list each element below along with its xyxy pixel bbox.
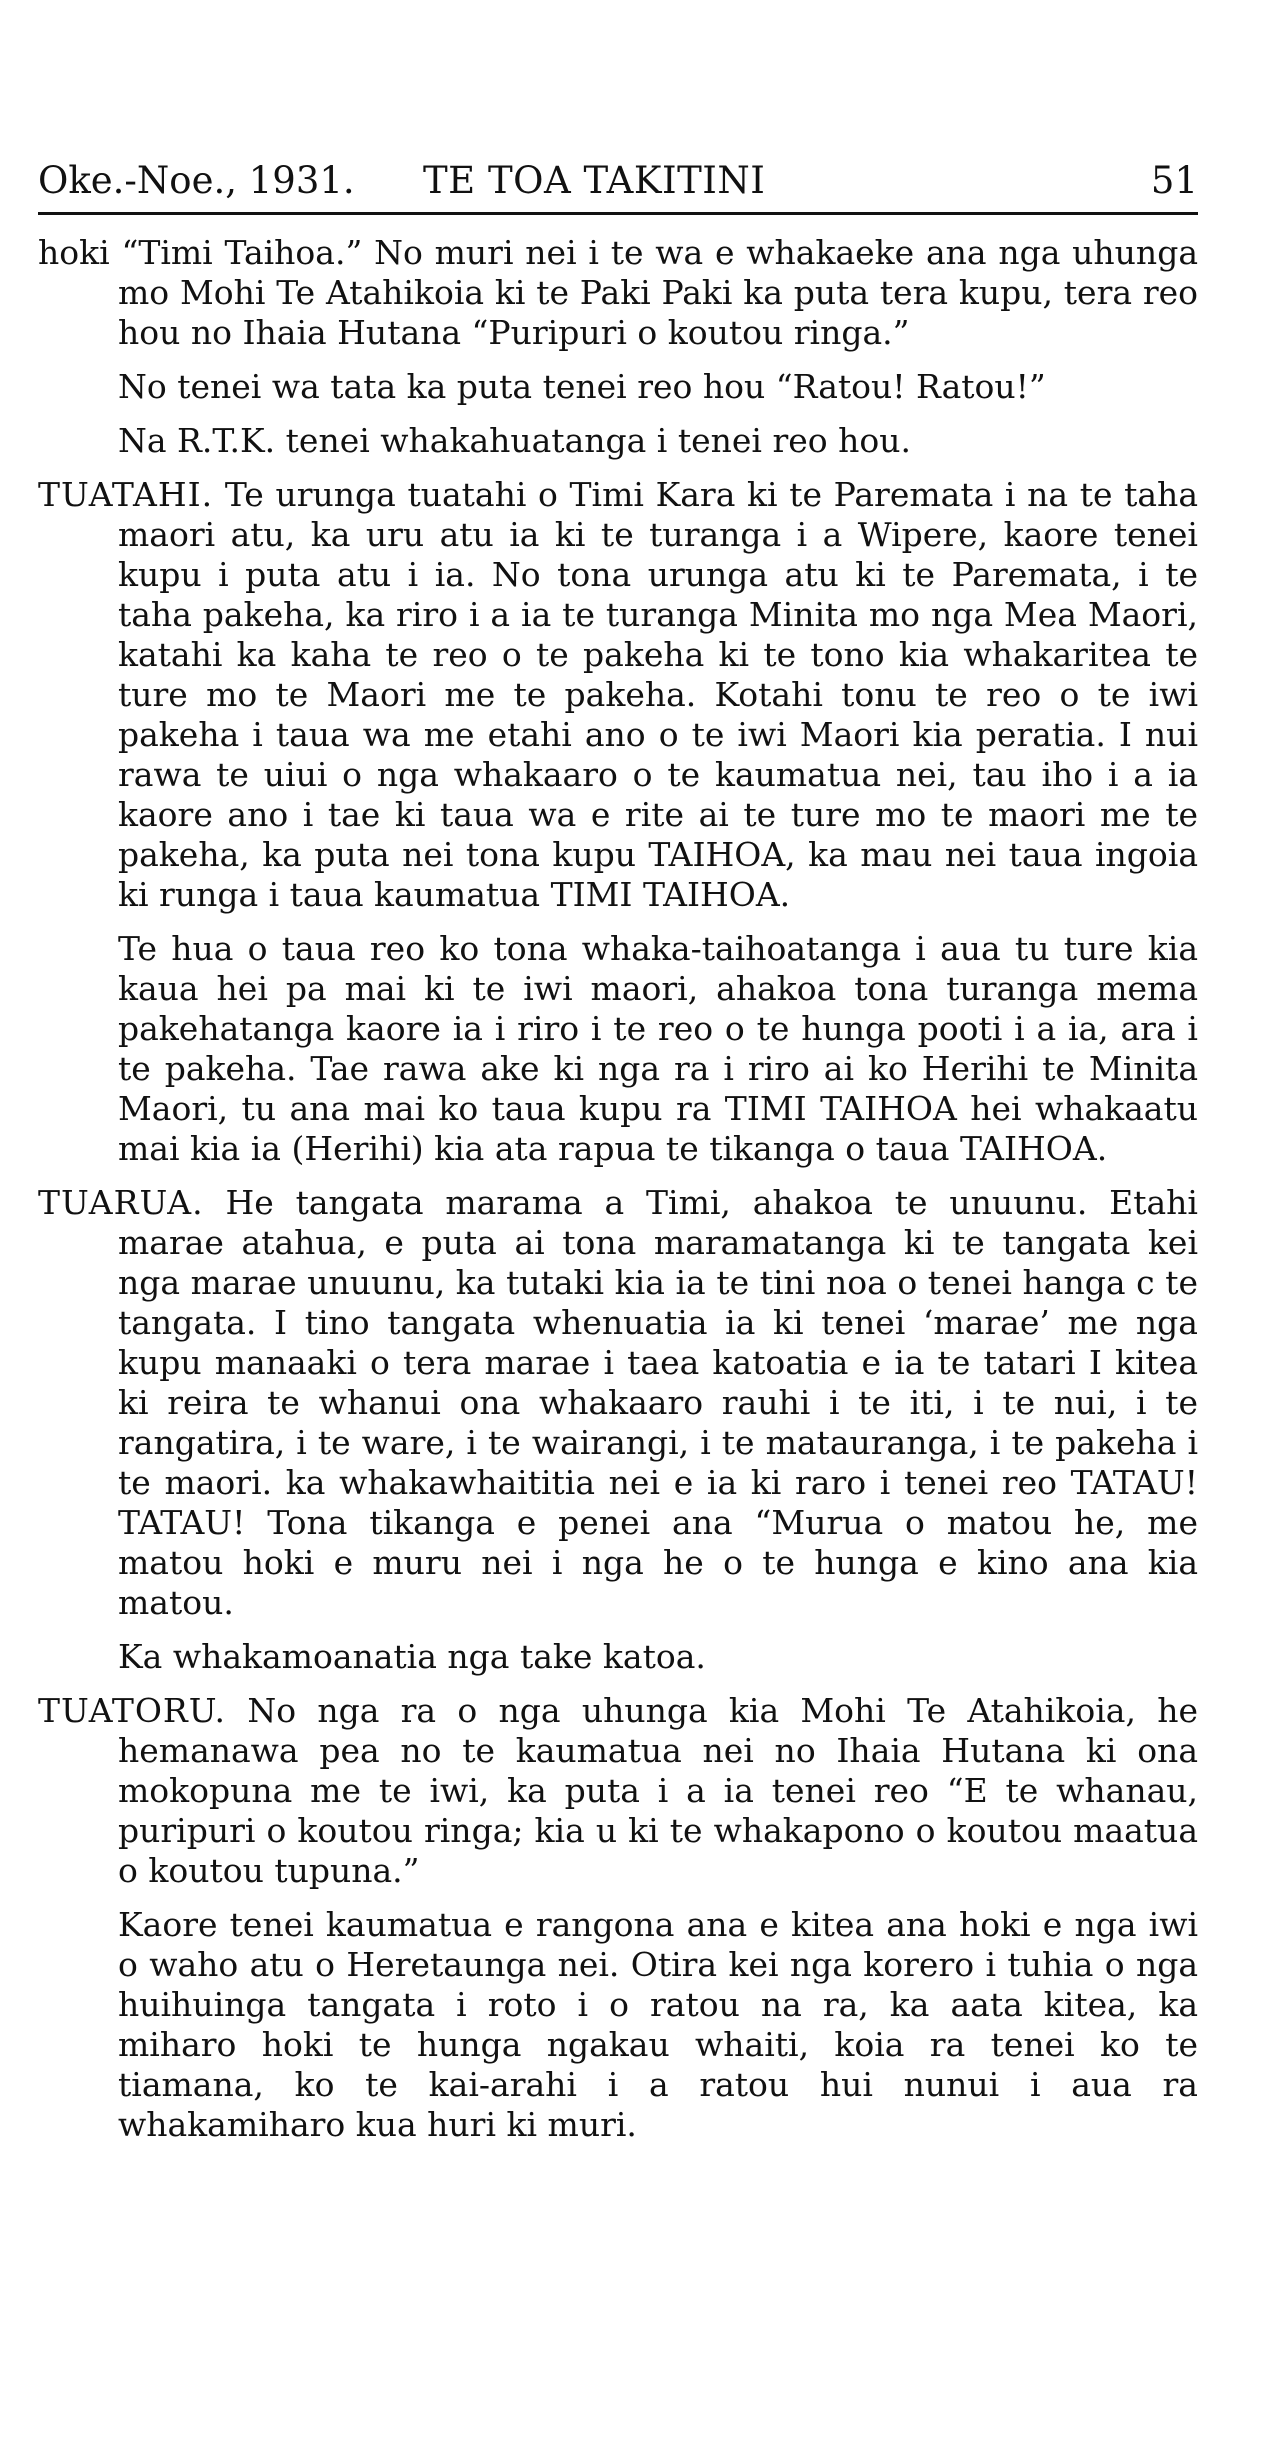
document-page	[38, 150, 1198, 2159]
paragraph: Te hua o taua reo ko tona whaka-taihoatanga i aua tu ture kia kaua hei pa mai ki te iwi maori, ahakoa tona turanga mema pakehatanga kaore ia i riro i te reo o te hunga pooti i a ia, ara i te pakeha. Tae rawa ake ki nga ra i riro ai ko Herihi te Minita Maori, tu ana mai ko taua kupu ra TIMI TAIHOA hei whakaatu mai kia ia (Herihi) kia ata rapua te tikanga o taua TAIHOA.	[118, 929, 1198, 1168]
section-paragraph	[38, 475, 1198, 915]
section-tuatahi	[38, 475, 1198, 1169]
paragraph: Ka whakamoanatia nga take katoa.	[118, 1637, 706, 1676]
header-date: Oke.-Noe., 1931.	[38, 159, 355, 202]
paragraph: Kaore tenei kaumatua e rangona ana e kitea ana hoki e nga iwi o waho atu o Heretaunga nei. Otira kei nga korero i tuhia o nga huihuinga tangata i roto i o ratou na ra, ka aata kitea, ka miharo hoki te hunga ngakau whaiti, koia ra tenei ko te tiamana, ko te kai-arahi i a ratou hui nunui i aua ra whakamiharo kua huri ki muri.	[118, 1905, 1198, 2144]
section-heading: TUATORU.	[38, 1691, 227, 1730]
paragraph: No tenei wa tata ka puta tenei reo hou “Ratou! Ratou!”	[118, 367, 1046, 406]
section-text: Te urunga tuatahi o Timi Kara ki te Paremata i na te taha maori atu, ka uru atu ia ki te turanga i a Wipere, kaore tenei kupu i puta atu i ia. No tona urunga atu ki te Paremata, i te taha pakeha, ka riro i a ia te turanga Minita mo nga Mea Maori, katahi ka kaha te reo o te pakeha ki te tono kia whakaritea te ture mo te Maori me te pakeha. Kotahi tonu te reo o te iwi pakeha i taua wa me etahi ano o te iwi Maori kia peratia. I nui rawa te uiui o nga whakaaro o te kaumatua nei, tau iho i a ia kaore ano i tae ki taua wa e rite ai te ture mo te maori me te pakeha, ka puta nei tona kupu TAIHOA, ka mau nei taua ingoia ki runga i taua kaumatua TIMI TAIHOA.	[118, 475, 1198, 914]
section-tuarua	[38, 1183, 1198, 1677]
header-title: TE TOA TAKITINI	[423, 159, 766, 202]
document-body	[38, 233, 1198, 2145]
section-paragraph	[38, 1183, 1198, 1623]
section-text: He tangata marama a Timi, ahakoa te unuunu. Etahi marae atahua, e puta ai tona maramatanga ki te tangata kei nga marae unuunu, ka tutaki kia ia te tini noa o tenei hanga c te tangata. I tino tangata whenuatia ia ki tenei ‘marae’ me nga kupu manaaki o tera marae i taea katoatia e ia te tatari I kitea ki reira te whanui ona whakaaro rauhi i te iti, i te nui, i te rangatira, i te ware, i te wairangi, i te matauranga, i te pakeha i te maori. ka whakawhaititia nei e ia ki raro i tenei reo TATAU! TATAU! Tona tikanga e penei ana “Murua o matou he, me matou hoki e muru nei i nga he o te hunga e kino ana kia matou.	[118, 1183, 1198, 1622]
section-heading: TUATAHI.	[38, 475, 214, 514]
section-text: No nga ra o nga uhunga kia Mohi Te Atahikoia, he hemanawa pea no te kaumatua nei no Ihaia Hutana ki ona mokopuna me te iwi, ka puta i a ia tenei reo “E te whanau, puripuri o koutou ringa; kia u ki te whakapono o koutou maatua o koutou tupuna.”	[118, 1691, 1198, 1890]
page-number: 51	[1150, 159, 1198, 202]
paragraph-continued: hoki “Timi Taihoa.” No muri nei i te wa e whakaeke ana nga uhunga mo Mohi Te Atahikoia ki te Paki Paki ka puta tera kupu, tera reo hou no Ihaia Hutana “Puripuri o koutou ringa.”	[38, 233, 1198, 352]
paragraph: Na R.T.K. tenei whakahuatanga i tenei reo hou.	[118, 421, 911, 460]
section-heading: TUARUA.	[38, 1183, 204, 1222]
running-header	[38, 150, 1198, 215]
section-tuatoru	[38, 1691, 1198, 2145]
section-paragraph	[38, 1691, 1198, 1891]
